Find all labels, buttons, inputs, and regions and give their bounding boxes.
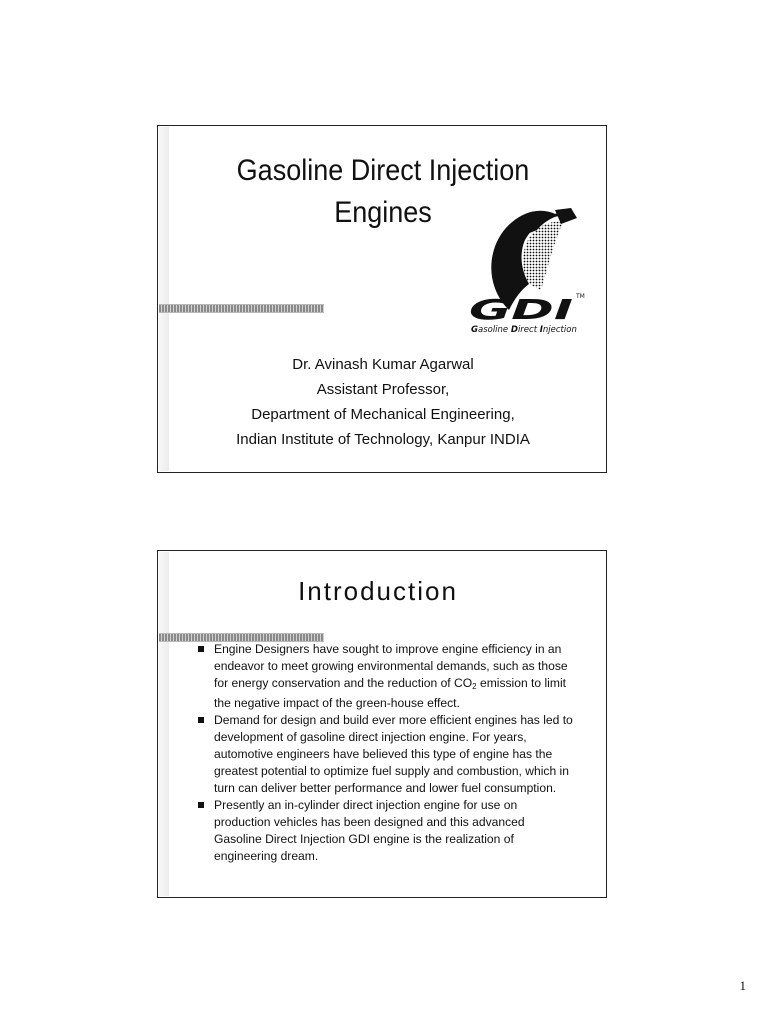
subscript: 2 (472, 682, 477, 691)
title-line-1: Gasoline Direct Injection (236, 154, 530, 187)
bullet-item: Engine Designers have sought to improve engine efficiency in an endeavor to meet growing environmental demands, such as those for energy conservation and the reduction of $CO_2$ emission to limit the negative impact of the green-house effect. (194, 641, 574, 712)
bullet-list (194, 641, 574, 865)
bullet-item: Presently an in-cylinder direct injection engine for use on production vehicles has been designed and this advanced Gasoline Direct Injection GDI engine is the realization of engineering dream. (194, 797, 574, 865)
slide-sidebar (159, 127, 169, 471)
author-position: Assistant Professor, (316, 381, 450, 398)
bullet-item: Demand for design and build ever more efficient engines has led to development of gasoline direct injection engine. For years, automotive engineers have believed this type of engine has the greatest potential to optimize fuel supply and combustion, which in turn can deliver better performance and lower fuel consumption. (194, 712, 574, 797)
slide-introduction (157, 550, 607, 898)
slide-sidebar (159, 552, 169, 896)
author-department: Department of Mechanical Engineering, (251, 406, 515, 423)
title-line-2: Engines (334, 196, 432, 229)
gdi-logo-text: GDI (469, 293, 573, 326)
author-institute: Indian Institute of Technology, Kanpur INDIA (236, 431, 530, 448)
gdi-logo-caption: Gasoline Direct Injection (471, 325, 577, 335)
gdi-wordmark (469, 293, 585, 335)
slide-title (157, 125, 607, 473)
page-number: 1 (739, 978, 746, 993)
slide-heading: Introduction (298, 576, 458, 606)
author-block (178, 352, 588, 452)
gdi-logo-icon (463, 206, 603, 341)
trademark-mark: TM (576, 293, 585, 300)
author-name: Dr. Avinash Kumar Agarwal (292, 356, 474, 373)
decorative-stripe (159, 304, 324, 313)
